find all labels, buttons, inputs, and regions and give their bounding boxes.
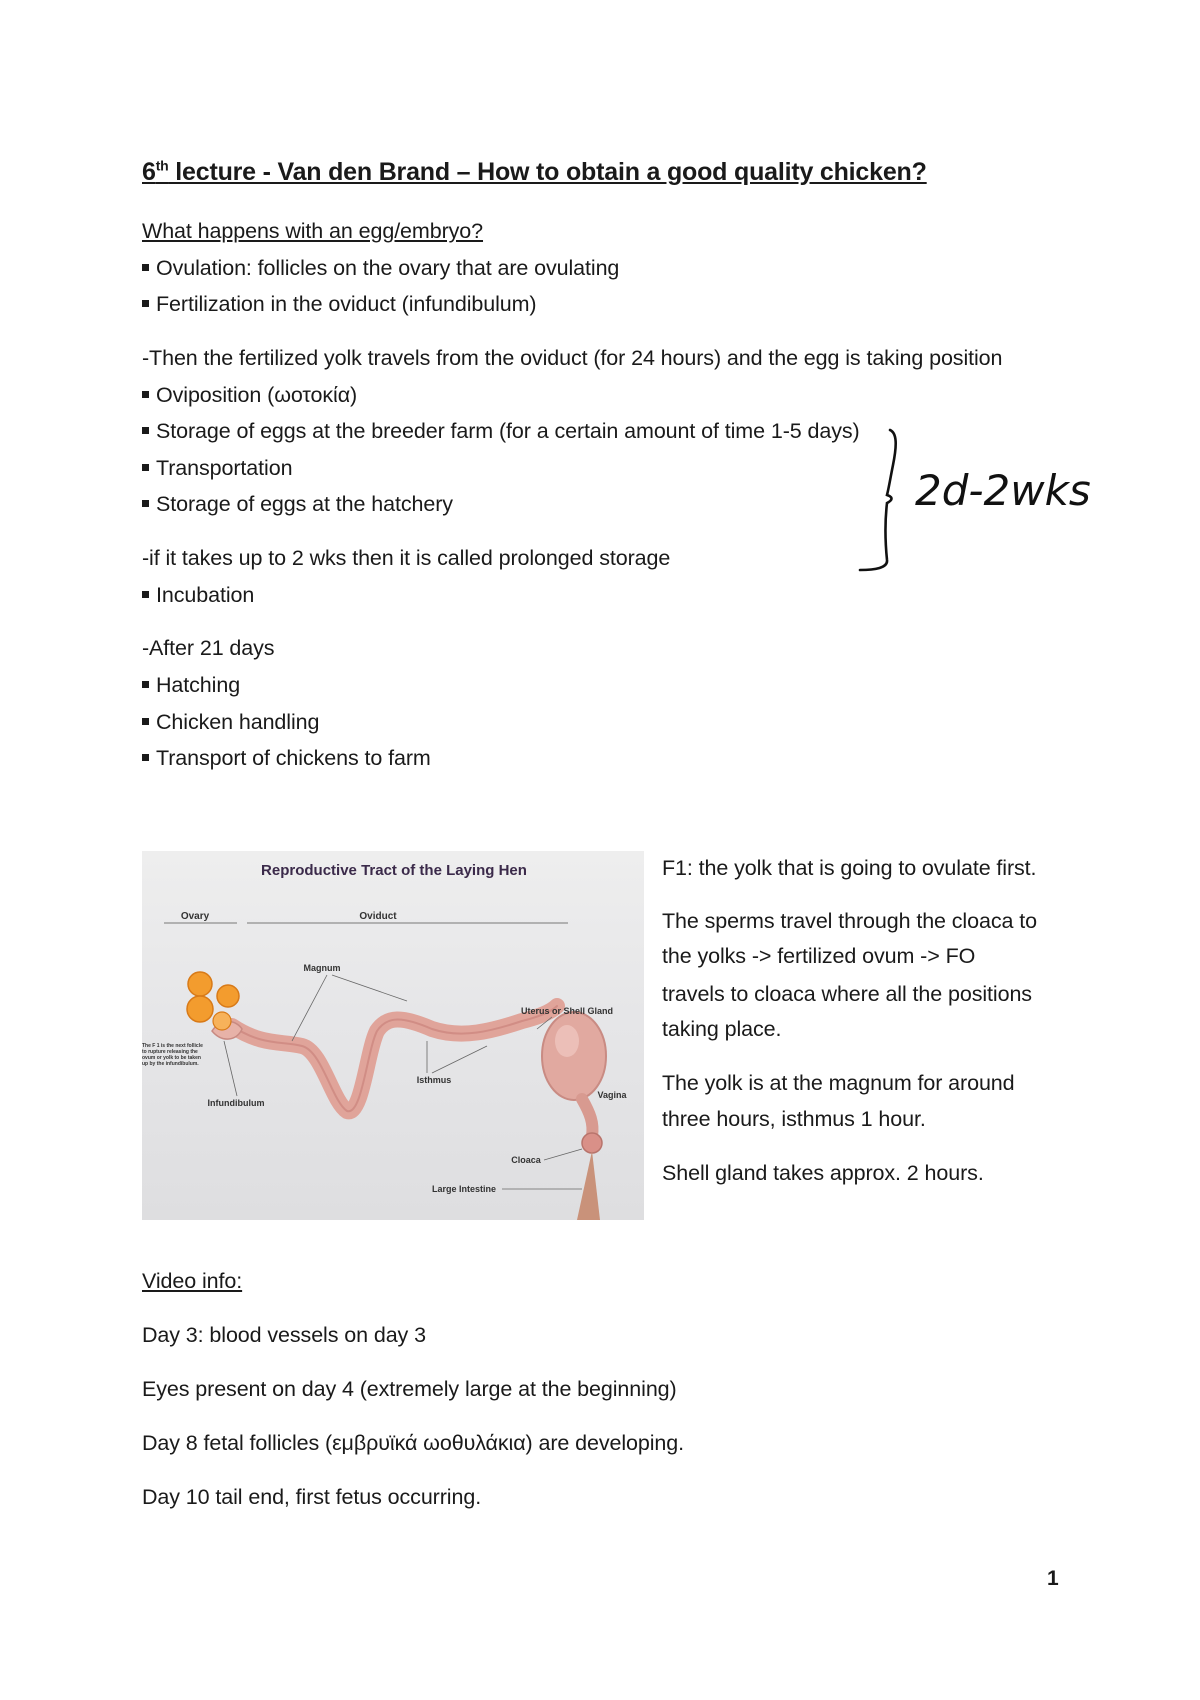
side-text-f1: F1: the yolk that is going to ovulate first. xyxy=(662,856,1037,880)
bullet-transportation: Transportation xyxy=(142,456,292,481)
bullet-ovulation: Ovulation: follicles on the ovary that are ovulating xyxy=(142,256,619,281)
lecture-title: 6th lecture - Van den Brand – How to obtain a good quality chicken? xyxy=(142,157,927,186)
bullet-oviposition: Oviposition (ωοτοκία) xyxy=(142,383,357,408)
label-magnum: Magnum xyxy=(303,963,341,973)
video-line-3: Day 8 fetal follicles (εμβρυϊκά ωοθυλάκια) are developing. xyxy=(142,1431,684,1455)
bullet-storage-hatchery: Storage of eggs at the hatchery xyxy=(142,492,453,517)
label-oviduct: Oviduct xyxy=(359,911,397,922)
bullet-transport-chickens: Transport of chickens to farm xyxy=(142,746,431,771)
label-cloaca: Cloaca xyxy=(511,1155,541,1165)
side-text-sperm-2: the yolks -> fertilized ovum -> FO xyxy=(662,944,976,968)
label-ovary: Ovary xyxy=(180,911,210,922)
bullet-chicken-handling: Chicken handling xyxy=(142,710,319,735)
video-heading: Video info: xyxy=(142,1269,243,1293)
side-text-sperm-1: The sperms travel through the cloaca to xyxy=(662,909,1037,933)
video-line-4: Day 10 tail end, first fetus occurring. xyxy=(142,1485,482,1509)
handwritten-text: 2d-2wks xyxy=(915,466,1091,515)
yolk-icon xyxy=(213,1012,231,1030)
reproductive-tract-figure xyxy=(142,851,644,1220)
handwritten-annotation xyxy=(855,425,1095,585)
bullet-storage-breeder: Storage of eggs at the breeder farm (for a certain amount of time 1-5 days) xyxy=(142,419,860,444)
note-after-21-days: -After 21 days xyxy=(142,636,275,660)
yolk-icon xyxy=(187,996,213,1022)
bullet-incubation: Incubation xyxy=(142,583,254,608)
page-number: 1 xyxy=(1047,1567,1059,1590)
label-uterus: Uterus or Shell Gland xyxy=(520,1006,614,1016)
figure-title: Reproductive Tract of the Laying Hen xyxy=(261,862,527,879)
yolk-icon xyxy=(188,972,212,996)
note-prolonged-storage: -if it takes up to 2 wks then it is called prolonged storage xyxy=(142,546,671,570)
bullet-fertilization: Fertilization in the oviduct (infundibulum) xyxy=(142,292,537,317)
bullet-hatching: Hatching xyxy=(142,673,240,698)
label-infundibulum: Infundibulum xyxy=(207,1098,265,1108)
label-f1-note: The F 1 is the next follicle to rupture releasing the ovum or yolk to be taken up by the infundibulum. xyxy=(142,1043,203,1067)
side-text-sperm-4: taking place. xyxy=(662,1017,782,1041)
side-text-magnum-1: The yolk is at the magnum for around xyxy=(662,1071,1015,1095)
egg-heading: What happens with an egg/embryo? xyxy=(142,219,484,243)
yolk-icon xyxy=(217,985,239,1007)
side-text-shell-gland: Shell gland takes approx. 2 hours. xyxy=(662,1161,984,1185)
side-text-sperm-3: travels to cloaca where all the positions xyxy=(662,982,1032,1006)
label-vagina: Vagina xyxy=(597,1090,627,1100)
label-large-intestine: Large Intestine xyxy=(431,1184,497,1194)
label-isthmus: Isthmus xyxy=(416,1075,452,1085)
video-line-1: Day 3: blood vessels on day 3 xyxy=(142,1323,426,1347)
side-text-magnum-2: three hours, isthmus 1 hour. xyxy=(662,1107,926,1131)
video-line-2: Eyes present on day 4 (extremely large at the beginning) xyxy=(142,1377,677,1401)
note-yolk-travel: -Then the fertilized yolk travels from the oviduct (for 24 hours) and the egg is taking position xyxy=(142,346,1003,370)
handwritten-bracket-icon xyxy=(855,425,1095,585)
